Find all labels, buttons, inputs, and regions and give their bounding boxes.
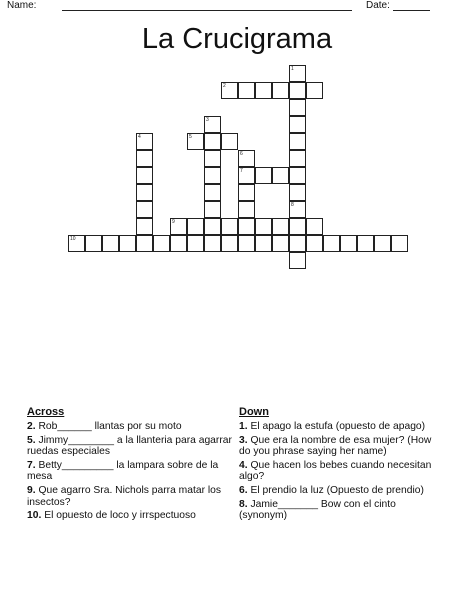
crossword-cell[interactable]	[221, 133, 238, 150]
clue-across-7	[27, 460, 232, 483]
clue-text: Rob______ llantas por su moto	[38, 421, 182, 432]
clue-number: 8.	[239, 498, 248, 510]
crossword-cell[interactable]	[306, 82, 323, 99]
clue-number: 3.	[239, 434, 248, 446]
crossword-cell[interactable]	[340, 235, 357, 252]
clue-text: Que hacen los bebes cuando necesitan algo?	[239, 459, 432, 483]
clue-text: El prendio la luz (Opuesto de prendio)	[250, 484, 424, 496]
crossword-cell[interactable]	[255, 235, 272, 252]
clue-down-4	[239, 460, 444, 483]
clue-across-5	[27, 435, 232, 458]
clue-text: Jamie_______ Bow con el cinto (synonym)	[239, 498, 396, 522]
cell-number: 8	[291, 202, 294, 208]
clue-down-6	[239, 485, 444, 497]
crossword-cell[interactable]	[187, 235, 204, 252]
crossword-cell[interactable]	[136, 218, 153, 235]
crossword-cell[interactable]	[272, 218, 289, 235]
cell-number: 9	[172, 219, 175, 225]
crossword-cell[interactable]	[238, 201, 255, 218]
clue-text: Jimmy________ a la llanteria para agarrar ruedas especiales	[27, 434, 232, 458]
across-clues	[27, 406, 232, 522]
cell-number: 10	[70, 236, 76, 242]
clue-text: Que agarro Sra. Nichols parra matar los insectos?	[27, 484, 222, 508]
crossword-cell[interactable]	[357, 235, 374, 252]
crossword-cell[interactable]	[238, 82, 255, 99]
crossword-cell[interactable]	[204, 133, 221, 150]
crossword-cell[interactable]	[289, 82, 306, 99]
cell-number: 5	[189, 134, 192, 140]
date-label: Date:	[366, 0, 390, 11]
cell-number: 2	[223, 83, 226, 89]
crossword-cell[interactable]	[204, 150, 221, 167]
crossword-cell[interactable]	[272, 167, 289, 184]
crossword-cell[interactable]	[238, 184, 255, 201]
crossword-cell[interactable]	[204, 235, 221, 252]
clue-across-9	[27, 485, 232, 508]
clue-text: El opuesto de loco y irrspectuoso	[44, 510, 196, 522]
clue-across-2	[27, 421, 232, 433]
clue-number: 9.	[27, 484, 36, 496]
crossword-cell[interactable]	[238, 235, 255, 252]
clue-across-10	[27, 510, 232, 522]
crossword-cell[interactable]	[289, 252, 306, 269]
clue-text: El apago la estufa (opuesto de apago)	[250, 421, 426, 432]
crossword-cell[interactable]	[119, 235, 136, 252]
crossword-cell[interactable]	[136, 167, 153, 184]
name-label: Name:	[7, 0, 37, 11]
clue-number: 10.	[27, 510, 42, 522]
clue-down-1	[239, 421, 444, 433]
crossword-cell[interactable]	[306, 235, 323, 252]
crossword-cell[interactable]	[136, 184, 153, 201]
cell-number: 4	[138, 134, 141, 140]
crossword-cell[interactable]	[289, 235, 306, 252]
crossword-cell[interactable]	[204, 184, 221, 201]
cell-number: 3	[206, 117, 209, 123]
crossword-cell[interactable]	[289, 133, 306, 150]
clue-text: Que era la nombre de esa mujer? (How do you phrase saying her name)	[239, 434, 432, 458]
crossword-cell[interactable]	[289, 218, 306, 235]
clue-number: 6.	[239, 484, 248, 496]
crossword-cell[interactable]	[85, 235, 102, 252]
crossword-cell[interactable]	[255, 218, 272, 235]
clue-number: 7.	[27, 459, 36, 471]
crossword-cell[interactable]	[255, 82, 272, 99]
clue-down-3	[239, 435, 444, 458]
crossword-cell[interactable]	[289, 116, 306, 133]
clue-number: 2.	[27, 421, 36, 432]
crossword-cell[interactable]	[204, 167, 221, 184]
crossword-cell[interactable]	[289, 167, 306, 184]
crossword-cell[interactable]	[187, 218, 204, 235]
clue-number: 5.	[27, 434, 36, 446]
page-title: La Crucigrama	[141, 23, 333, 55]
crossword-cell[interactable]	[374, 235, 391, 252]
cell-number: 6	[240, 151, 243, 157]
crossword-cell[interactable]	[289, 99, 306, 116]
crossword-cell[interactable]	[272, 235, 289, 252]
crossword-cell[interactable]	[136, 201, 153, 218]
crossword-cell[interactable]	[221, 218, 238, 235]
clue-number: 4.	[239, 459, 248, 471]
crossword-cell[interactable]	[153, 235, 170, 252]
crossword-cell[interactable]	[272, 82, 289, 99]
clue-down-8	[239, 499, 444, 522]
crossword-cell[interactable]	[289, 184, 306, 201]
crossword-cell[interactable]	[136, 235, 153, 252]
crossword-cell[interactable]	[136, 150, 153, 167]
across-heading: Across	[27, 406, 65, 418]
crossword-cell[interactable]	[238, 218, 255, 235]
clue-text: Betty_________ la lampara sobre de la mesa	[27, 459, 219, 483]
crossword-cell[interactable]	[391, 235, 408, 252]
crossword-cell[interactable]	[306, 218, 323, 235]
clue-number: 1.	[239, 421, 248, 432]
crossword-cell[interactable]	[102, 235, 119, 252]
cell-number: 1	[291, 66, 294, 72]
down-heading: Down	[239, 406, 269, 418]
cell-number: 7	[240, 168, 243, 174]
crossword-cell[interactable]	[221, 235, 238, 252]
crossword-cell[interactable]	[204, 218, 221, 235]
down-clues	[239, 406, 444, 522]
crossword-cell[interactable]	[289, 150, 306, 167]
crossword-cell[interactable]	[204, 201, 221, 218]
crossword-cell[interactable]	[170, 235, 187, 252]
crossword-cell[interactable]	[323, 235, 340, 252]
crossword-cell[interactable]	[255, 167, 272, 184]
